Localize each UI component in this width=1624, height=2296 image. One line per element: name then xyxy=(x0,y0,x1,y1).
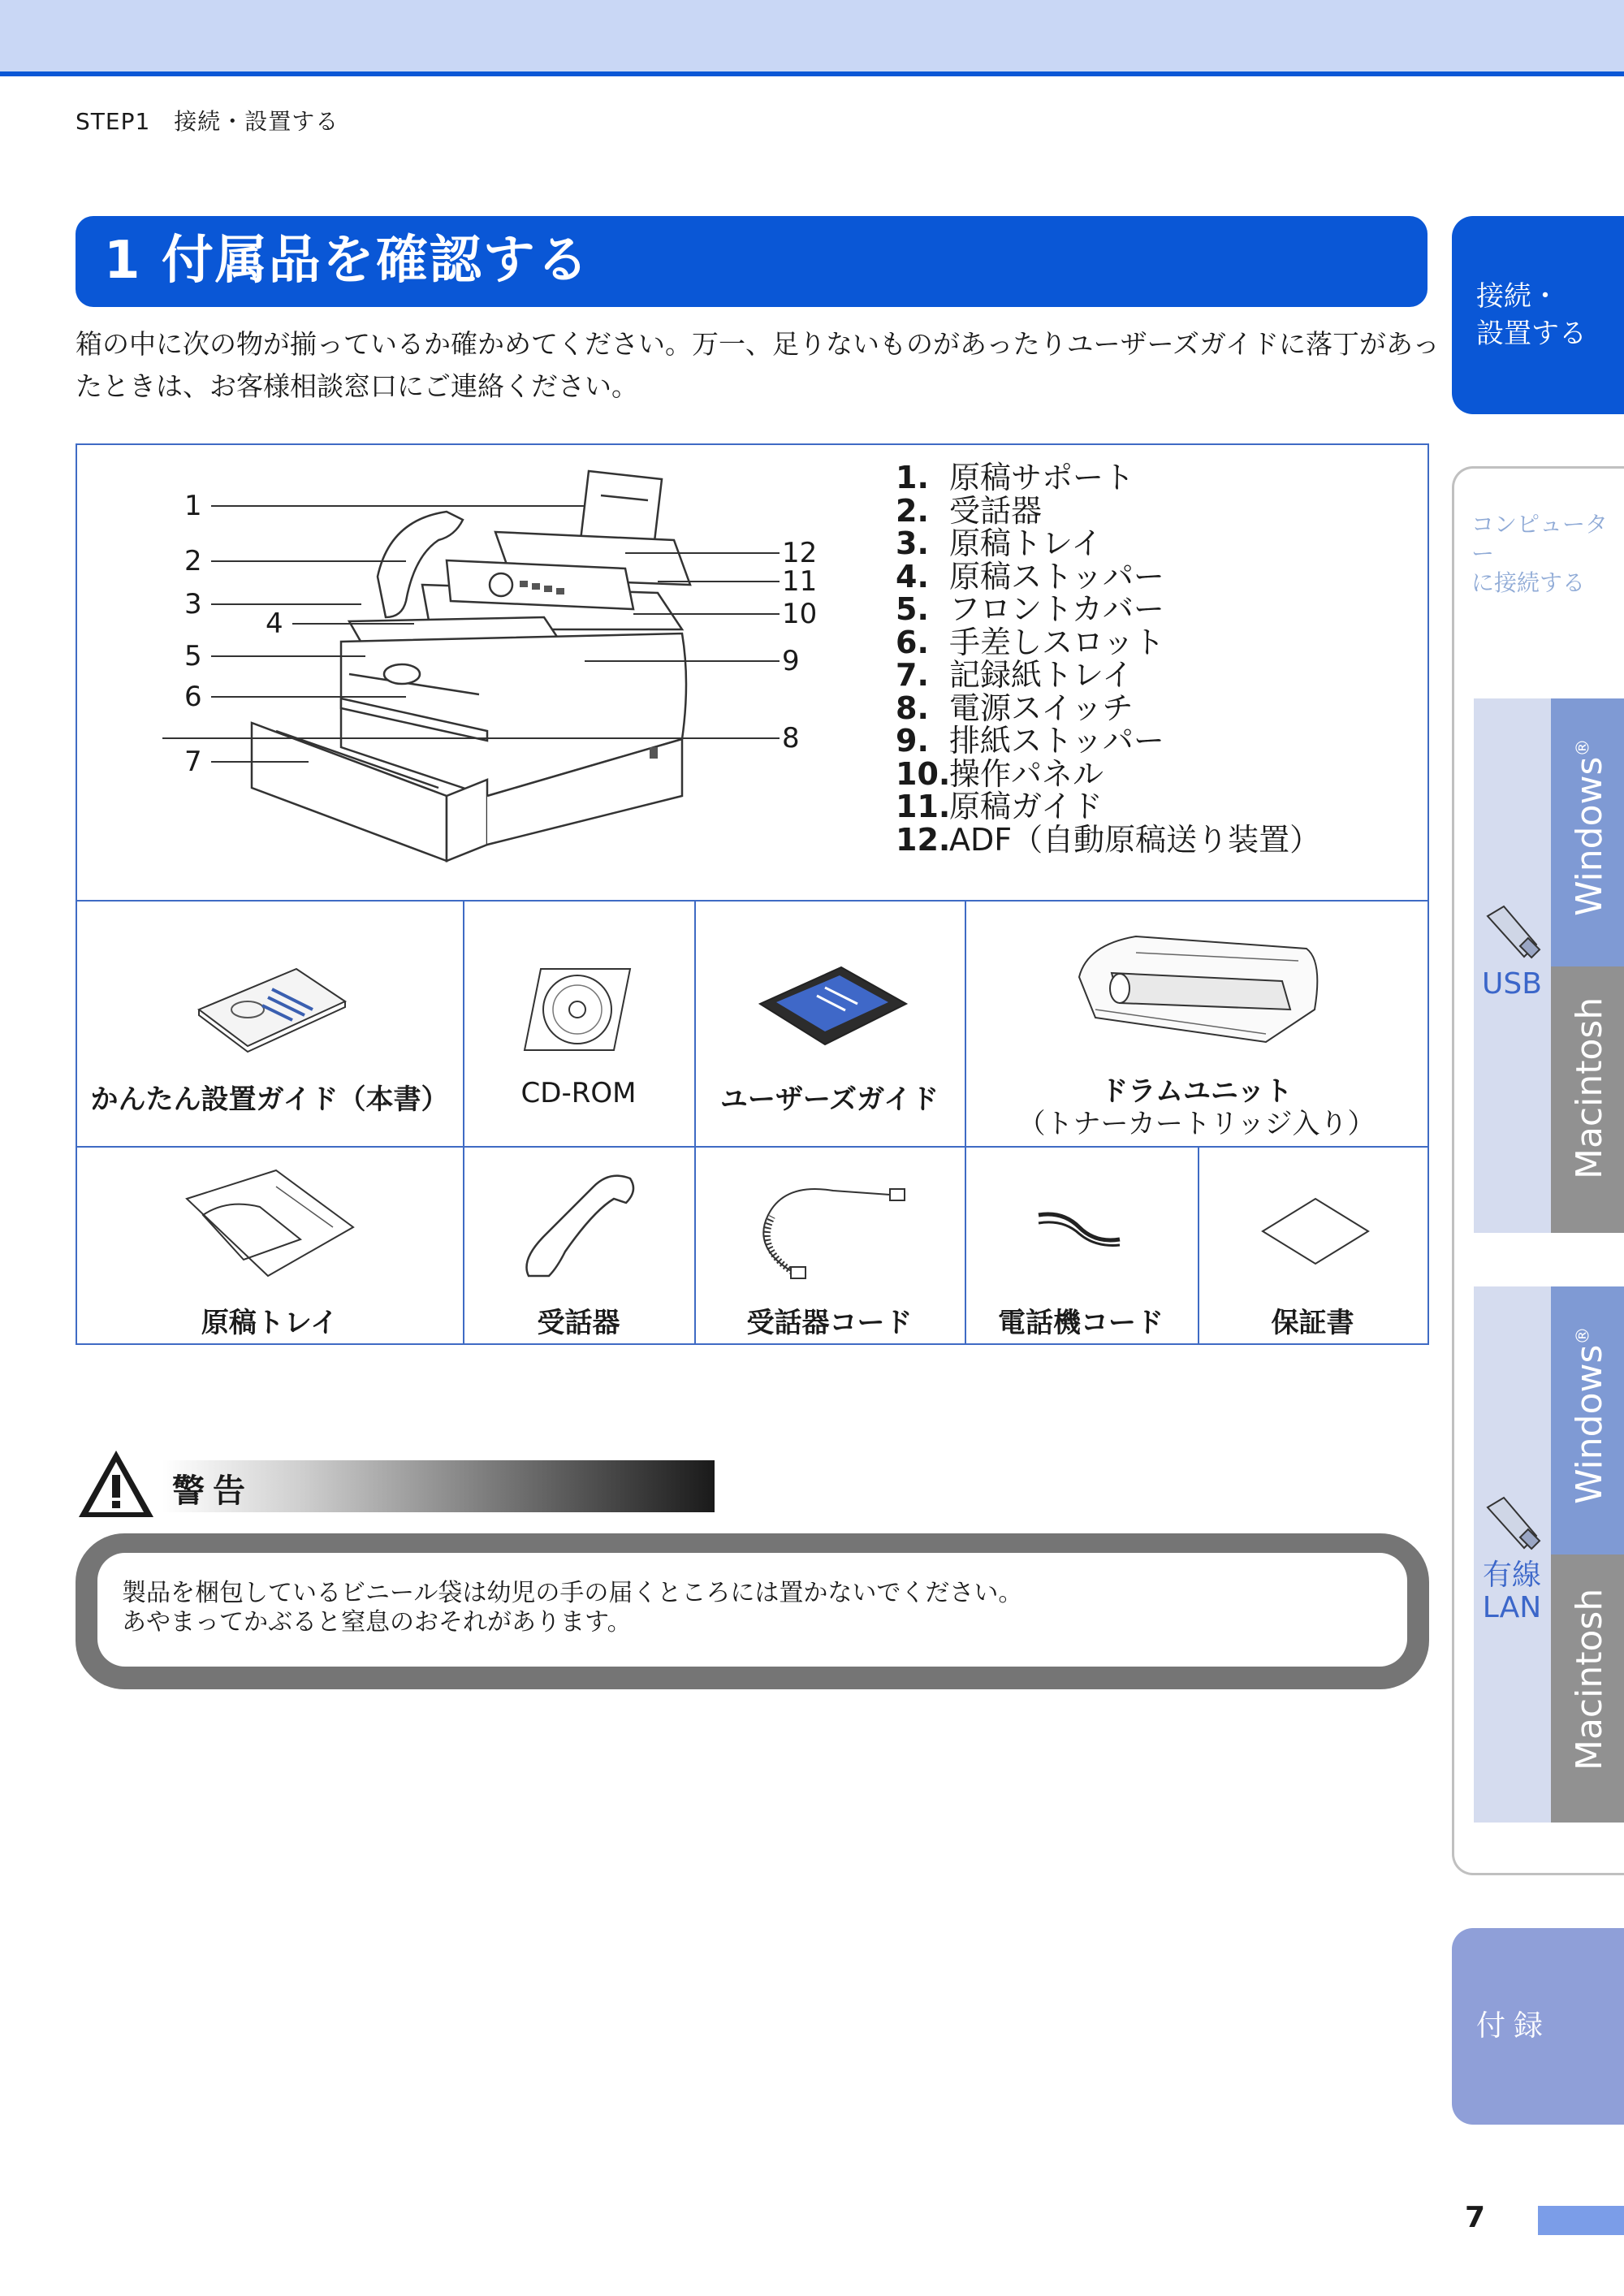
page-number-bar xyxy=(1538,2206,1624,2235)
cd-rom-icon xyxy=(520,965,634,1054)
accessory-label: CD-ROM xyxy=(520,1077,637,1109)
lan-cable-icon xyxy=(1479,1491,1544,1556)
handset-cord-icon xyxy=(744,1166,922,1280)
callout-8: 8 xyxy=(782,722,800,755)
list-item: 4. 原稿ストッパー xyxy=(896,558,1164,595)
warning-title: 警告 xyxy=(172,1472,253,1510)
accessory-label: ドラムユニット xyxy=(1100,1075,1293,1108)
lan-macintosh-label: Macintosh xyxy=(1569,1588,1610,1771)
accessory-cd-rom xyxy=(464,900,693,1145)
accessory-handset xyxy=(464,1146,693,1343)
callout-2: 2 xyxy=(184,545,202,577)
accessory-label: ユーザーズガイド xyxy=(719,1083,939,1116)
callout-9: 9 xyxy=(782,645,800,677)
list-item: 12.ADF（自動原稿送り装置） xyxy=(896,821,1321,858)
header-rule xyxy=(0,71,1624,76)
warranty-icon xyxy=(1255,1195,1376,1268)
accessory-handset-cord xyxy=(695,1146,964,1343)
warning-text xyxy=(122,1579,1022,1637)
accessory-users-guide xyxy=(695,900,964,1145)
page-number: 7 xyxy=(1465,2201,1486,2234)
accessory-label: 受話器 xyxy=(537,1307,620,1339)
drum-unit-icon xyxy=(1071,928,1331,1050)
list-item: 6. 手差しスロット xyxy=(896,624,1165,660)
intro-text: 箱の中に次の物が揃っているか確かめてください。万一、足りないものがあったりユーザーズガイドに落丁があったときは、お客様相談窓口にご連絡ください。 xyxy=(76,328,1440,402)
side-tab-connect-label: 接続・ 設置する xyxy=(1476,280,1587,350)
callout-7: 7 xyxy=(184,746,202,778)
usb-windows-tab[interactable] xyxy=(1551,698,1624,966)
accessory-setup-guide xyxy=(77,900,462,1145)
accessory-label: 受話器コード xyxy=(746,1307,913,1339)
side-tab-computer-label: コンピューター に接続する xyxy=(1471,511,1609,596)
warning-line: 製品を梱包しているビニール袋は幼児の手の届くところには置かないでください。 xyxy=(122,1579,1023,1607)
header-band xyxy=(0,0,1624,71)
usb-windows-label: Windows® xyxy=(1569,738,1610,916)
accessory-document-tray xyxy=(77,1146,462,1343)
usb-cable-icon xyxy=(1479,900,1544,965)
list-item: 7. 記録紙トレイ xyxy=(896,657,1134,693)
list-item: 3. 原稿トレイ xyxy=(896,525,1103,561)
warning-line: あやまってかぶると窒息のおそれがあります。 xyxy=(122,1608,632,1637)
callout-4: 4 xyxy=(266,608,283,640)
accessory-label: 保証書 xyxy=(1271,1307,1354,1339)
usb-macintosh-label: Macintosh xyxy=(1569,997,1610,1179)
breadcrumb: STEP1 接続・設置する xyxy=(76,108,339,135)
callout-12: 12 xyxy=(782,537,818,569)
accessory-label: 電話機コード xyxy=(998,1307,1164,1339)
side-tab-appendix[interactable] xyxy=(1452,1928,1624,2125)
handset-icon xyxy=(512,1162,642,1284)
accessory-label: 原稿トレイ xyxy=(201,1307,339,1339)
callout-6: 6 xyxy=(184,681,202,713)
callout-3: 3 xyxy=(184,588,202,620)
callout-10: 10 xyxy=(782,598,818,630)
accessory-drum-unit xyxy=(965,900,1427,1145)
lan-label: 有線 LAN xyxy=(1482,1559,1542,1624)
accessory-warranty xyxy=(1198,1146,1427,1343)
usb-label: USB xyxy=(1482,967,1542,1001)
list-item: 1. 原稿サポート xyxy=(896,460,1135,495)
callout-5: 5 xyxy=(184,640,202,672)
warning-icon xyxy=(76,1447,157,1520)
callout-11: 11 xyxy=(782,565,818,598)
list-item: 10.操作パネル xyxy=(896,755,1104,792)
phone-cord-icon xyxy=(1030,1203,1128,1252)
lan-macintosh-tab[interactable] xyxy=(1551,1554,1624,1823)
list-item: 9. 排紙ストッパー xyxy=(896,723,1164,759)
list-item: 5. フロントカバー xyxy=(896,591,1164,627)
setup-guide-icon xyxy=(191,965,353,1054)
callout-labels xyxy=(162,484,828,890)
section-title: 1 付属品を確認する xyxy=(104,231,590,291)
list-item: 2. 受話器 xyxy=(896,492,1043,529)
side-tab-connect[interactable] xyxy=(1452,216,1624,414)
list-item: 8. 電源スイッチ xyxy=(896,690,1134,726)
lan-windows-label: Windows® xyxy=(1569,1326,1610,1504)
accessory-phone-cord xyxy=(965,1146,1196,1343)
parts-list xyxy=(896,461,1320,856)
lan-windows-tab[interactable] xyxy=(1551,1286,1624,1554)
usb-macintosh-tab[interactable] xyxy=(1551,966,1624,1233)
users-guide-icon xyxy=(752,963,914,1053)
callout-1: 1 xyxy=(184,490,202,522)
document-tray-icon xyxy=(179,1166,357,1280)
accessory-label: かんたん設置ガイド（本書） xyxy=(90,1083,449,1116)
accessory-sublabel: （トナーカートリッジ入り） xyxy=(1017,1108,1376,1140)
list-item: 11.原稿ガイド xyxy=(896,789,1103,824)
side-tab-appendix-label: 付録 xyxy=(1476,2009,1552,2043)
usb-strip xyxy=(1474,698,1551,1233)
